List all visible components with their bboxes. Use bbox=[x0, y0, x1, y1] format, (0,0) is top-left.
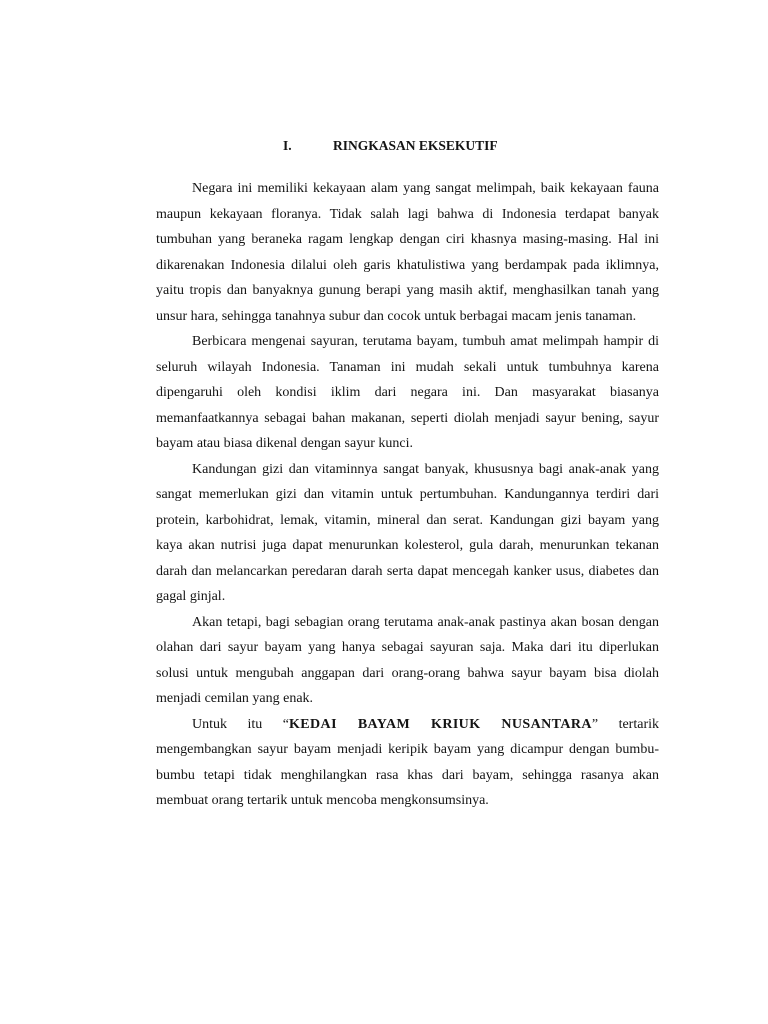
paragraph-5 bbox=[156, 712, 659, 814]
section-number: I. bbox=[283, 138, 292, 153]
paragraph-3: Kandungan gizi dan vitaminnya sangat banyak, khususnya bagi anak-anak yang sangat memerlukan gizi dan vitamin untuk pertumbuhan. Kandungannya terdiri dari protein, karbohidrat, lemak, vitamin, mineral dan serat. Kandungan gizi bayam yang kaya akan nutrisi juga dapat menurunkan kolesterol, gula darah, menurunkan tekanan darah dan melancarkan peredaran darah serta dapat mencegah kanker usus, diabetes dan gagal ginjal. bbox=[156, 461, 659, 604]
brand-name: KEDAI BAYAM KRIUK NUSANTARA bbox=[289, 716, 592, 732]
paragraph-4: Akan tetapi, bagi sebagian orang terutama anak-anak pastinya akan bosan dengan olahan dari sayur bayam yang hanya sebagai sayuran saja. Maka dari itu diperlukan solusi untuk mengubah anggapan dari orang-orang bahwa sayur bayam bisa diolah menjadi cemilan yang enak. bbox=[156, 614, 659, 706]
section-title: RINGKASAN EKSEKUTIF bbox=[333, 138, 498, 153]
body-text bbox=[156, 176, 659, 814]
closing-suffix: ” tertarik bbox=[591, 716, 659, 732]
closing-rest: mengembangkan sayur bayam menjadi keripik bayam yang dicampur dengan bumbu-bumbu tetapi tidak menghilangkan rasa khas dari bayam, sehingga rasanya akan membuat orang tertarik untuk mencoba mengkonsumsinya. bbox=[156, 742, 659, 808]
closing-prefix: Untuk itu “ bbox=[192, 716, 290, 732]
paragraph-1: Negara ini memiliki kekayaan alam yang sangat melimpah, baik kekayaan fauna maupun kekayaan floranya. Tidak salah lagi bahwa di Indonesia terdapat banyak tumbuhan yang beraneka ragam lengkap dengan ciri khasnya masing-masing. Hal ini dikarenakan Indonesia dilalui oleh garis khatulistiwa yang berdampak pada iklimnya, yaitu tropis dan banyaknya gunung berapi yang masih aktif, menghasilkan tanah yang unsur hara, sehingga tanahnya subur dan cocok untuk berbagai macam jenis tanaman. bbox=[156, 181, 659, 324]
paragraph-2: Berbicara mengenai sayuran, terutama bayam, tumbuh amat melimpah hampir di seluruh wilayah Indonesia. Tanaman ini mudah sekali untuk tumbuhnya karena dipengaruhi oleh kondisi iklim dari negara ini. Dan masyarakat biasanya memanfaatkannya sebagai bahan makanan, seperti diolah menjadi sayur bening, sayur bayam atau biasa dikenal dengan sayur kunci. bbox=[156, 334, 659, 451]
